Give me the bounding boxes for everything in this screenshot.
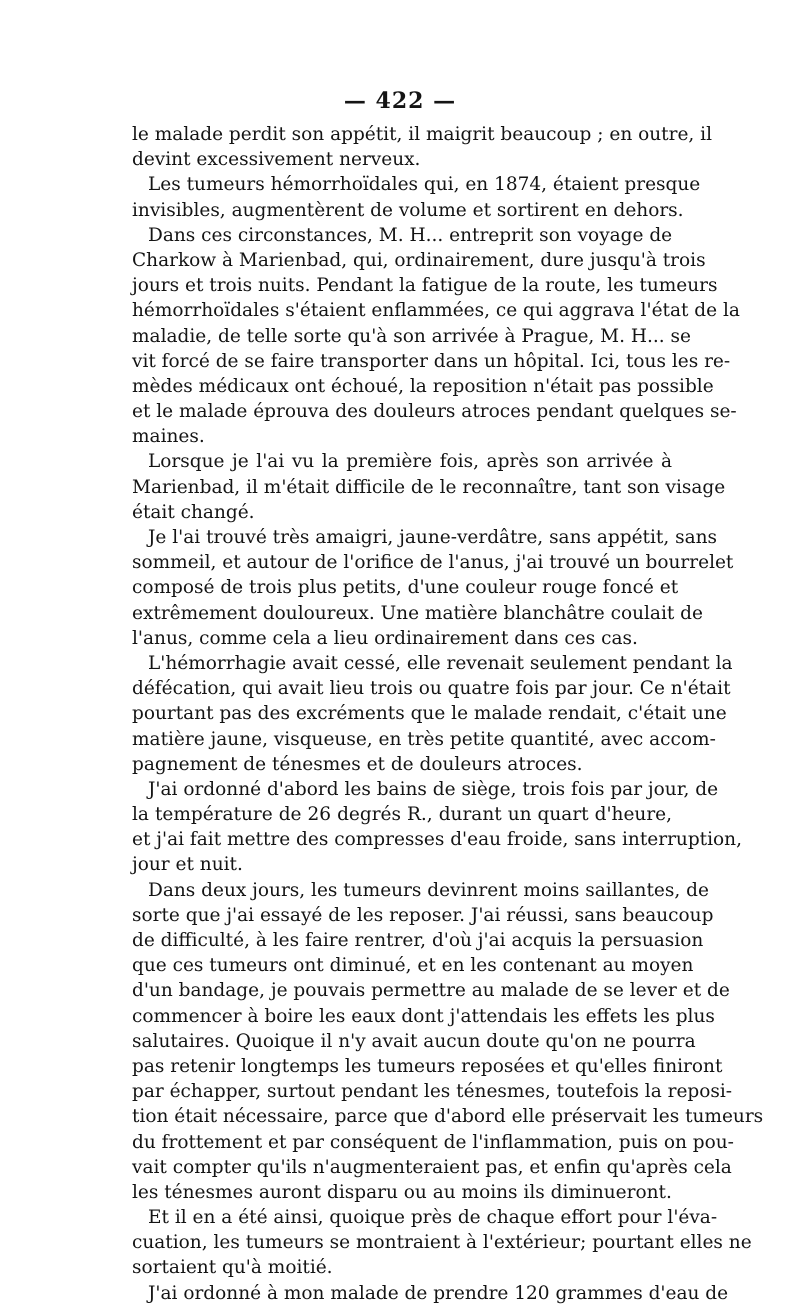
text-line: d'un bandage, je pouvais permettre au malade de se lever et de	[132, 980, 730, 1002]
text-line: Marienbad, il m'était difficile de le reconnaître, tant son visage	[132, 476, 726, 498]
text-line: devint excessivement nerveux.	[132, 149, 421, 171]
text-line: Les tumeurs hémorrhoïdales qui, en 1874, étaient presque	[148, 174, 701, 196]
text-line: Lorsque je l'ai vu la première fois, après son arrivée à	[148, 451, 672, 473]
text-line: jours et trois nuits. Pendant la fatigue de la route, les tumeurs	[132, 275, 718, 297]
text-line: le malade perdit son appétit, il maigrit beaucoup ; en outre, il	[132, 124, 713, 145]
text-line: vit forcé de se faire transporter dans un hôpital. Ici, tous les re-	[132, 350, 731, 372]
text-line: sommeil, et autour de l'orifice de l'anus, j'ai trouvé un bourrelet	[132, 552, 734, 574]
text-line: extrêmement douloureux. Une matière blanchâtre coulait de	[132, 602, 703, 624]
text-line: Charkow à Marienbad, qui, ordinairement, dure jusqu'à trois	[132, 249, 706, 271]
text-line: mèdes médicaux ont échoué, la reposition n'était pas possible	[132, 375, 714, 397]
text-line: tion était nécessaire, parce que d'abord elle préservait les tumeurs	[132, 1106, 764, 1128]
text-line: sortaient qu'à moitié.	[132, 1257, 333, 1279]
text-line: matière jaune, visqueuse, en très petite quantité, avec accom-	[132, 728, 716, 750]
body-text	[132, 122, 764, 1306]
text-line: maladie, de telle sorte qu'à son arrivée à Prague, M. H... se	[132, 325, 691, 347]
text-line: était changé.	[132, 501, 255, 523]
text-line: l'anus, comme cela a lieu ordinairement dans ces cas.	[132, 627, 638, 649]
text-line: invisibles, augmentèrent de volume et sortirent en dehors.	[132, 199, 684, 221]
text-line: que ces tumeurs ont diminué, et en les contenant au moyen	[132, 955, 694, 977]
text-line: hémorrhoïdales s'étaient enflammées, ce qui aggrava l'état de la	[132, 300, 740, 322]
text-line: cuation, les tumeurs se montraient à l'extérieur; pourtant elles ne	[132, 1232, 752, 1254]
text-line: L'hémorrhagie avait cessé, elle revenait seulement pendant la	[148, 652, 733, 674]
text-line: du frottement et par conséquent de l'inflammation, puis on pou-	[132, 1131, 734, 1153]
text-line: sorte que j'ai essayé de les reposer. J'ai réussi, sans beaucoup	[132, 904, 714, 926]
text-line: Je l'ai trouvé très amaigri, jaune-verdâtre, sans appétit, sans	[148, 527, 718, 548]
text-line: les ténesmes auront disparu ou au moins ils diminueront.	[132, 1181, 672, 1203]
text-line: et le malade éprouva des douleurs atroces pendant quelques se-	[132, 401, 737, 423]
text-line: défécation, qui avait lieu trois ou quatre fois par jour. Ce n'était	[132, 678, 731, 700]
text-line: maines.	[132, 426, 205, 448]
text-line: et j'ai fait mettre des compresses d'eau froide, sans interruption,	[132, 829, 742, 851]
text-line: salutaires. Quoique il n'y avait aucun doute qu'on ne pourra	[132, 1030, 696, 1052]
text-line: J'ai ordonné à mon malade de prendre 120 grammes d'eau de	[148, 1282, 729, 1304]
text-line: J'ai ordonné d'abord les bains de siège, trois fois par jour, de	[148, 778, 719, 800]
text-line: composé de trois plus petits, d'une couleur rouge foncé et	[132, 577, 679, 599]
text-line: pas retenir longtemps les tumeurs reposées et qu'elles finiront	[132, 1055, 723, 1077]
text-line: par échapper, surtout pendant les ténesmes, toutefois la reposi-	[132, 1081, 733, 1103]
text-line: Dans ces circonstances, M. H... entreprit son voyage de	[148, 224, 673, 246]
text-line: vait compter qu'ils n'augmenteraient pas, et enfin qu'après cela	[132, 1156, 732, 1178]
text-line: pourtant pas des excréments que le malade rendait, c'était une	[132, 703, 727, 725]
text-line: jour et nuit.	[132, 854, 243, 876]
text-line: Et il en a été ainsi, quoique près de chaque effort pour l'éva-	[148, 1207, 718, 1229]
text-line: la température de 26 degrés R., durant un quart d'heure,	[132, 804, 672, 826]
page-number: — 422 —	[343, 88, 457, 114]
text-line: de difficulté, à les faire rentrer, d'où j'ai acquis la persuasion	[132, 930, 704, 951]
text-line: Dans deux jours, les tumeurs devinrent moins saillantes, de	[148, 879, 709, 901]
text-line: pagnement de ténesmes et de douleurs atroces.	[132, 753, 583, 775]
text-line: commencer à boire les eaux dont j'attendais les effets les plus	[132, 1005, 715, 1027]
